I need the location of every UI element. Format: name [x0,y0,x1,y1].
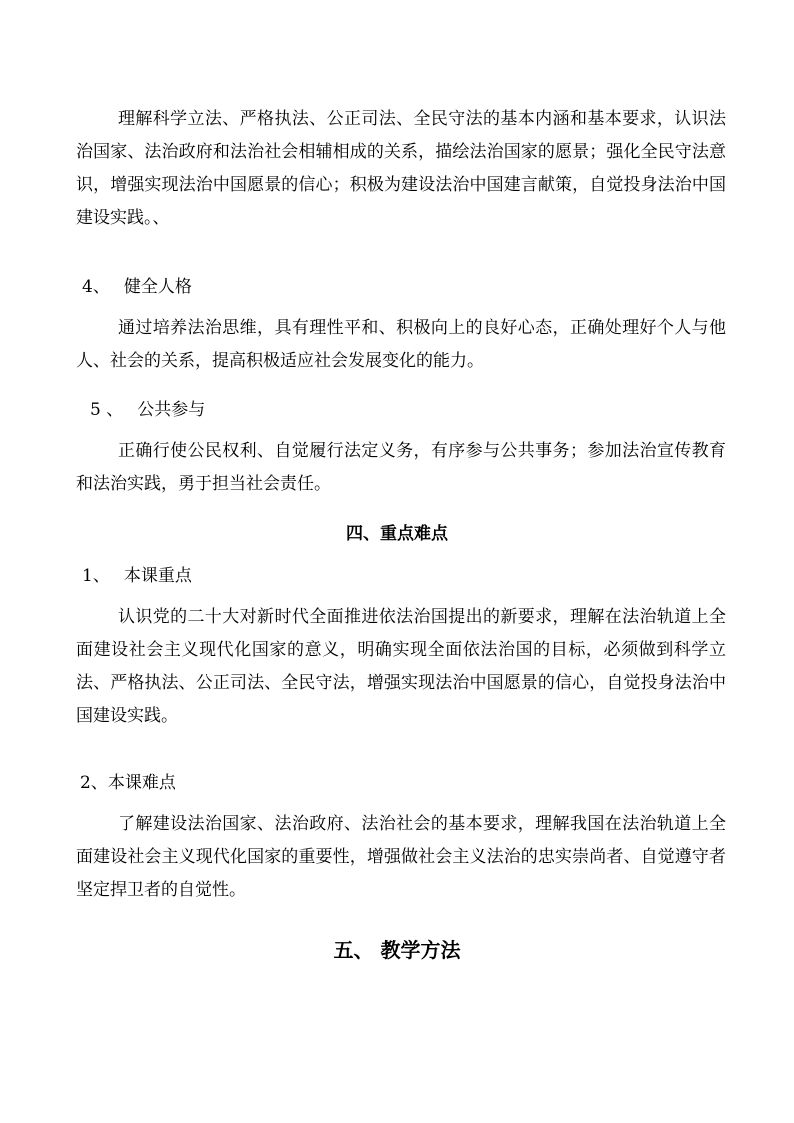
paragraph-key-point: 认识党的二十大对新时代全面推进依法治国提出的新要求，理解在法治轨道上全面建设社会主义现代化国家的意义，明确实现全面依法治国的目标，必须做到科学立法、严格执法、公正司法、全民守法，增强实现法治中国愿景的信心，自觉投身法治中国建设实践。 [76,607,726,726]
list-item-label: 健全人格 [123,277,192,297]
list-item-public-participation [90,398,205,422]
list-item-number: 5 、 [90,400,124,420]
section-heading-key-points: 四、重点难点 [346,524,448,544]
list-item-label: 2、本课难点 [80,773,176,793]
list-item-healthy-personality [82,275,192,299]
section-heading-teaching-methods: 五、 教学方法 [333,938,461,962]
paragraph-difficulty: 了解建设法治国家、法治政府、法治社会的基本要求，理解我国在法治轨道上全面建设社会主义现代化国家的重要性，增强做社会主义法治的忠实崇尚者、自觉遵守者坚定捍卫者的自觉性。 [76,814,726,900]
list-item-label: 公共参与 [137,400,206,420]
list-item-key-point [82,564,192,588]
list-item-label: 本课重点 [123,566,192,586]
list-item-number: 1、 [82,566,110,586]
list-item-difficulty [80,771,176,795]
paragraph-personality: 通过培养法治思维，具有理性平和、积极向上的良好心态，正确处理好个人与他人、社会的关系，提高积极适应社会发展变化的能力。 [76,318,726,371]
paragraph-objectives-law: 理解科学立法、严格执法、公正司法、全民守法的基本内涵和基本要求，认识法治国家、法治政府和法治社会相辅相成的关系，描绘法治国家的愿景；强化全民守法意识，增强实现法治中国愿景的信心；积极为建设法治中国建言献策，自觉投身法治中国建设实践。、 [76,109,726,228]
paragraph-participation: 正确行使公民权利、自觉履行法定义务，有序参与公共事务；参加法治宣传教育和法治实践，勇于担当社会责任。 [76,441,726,494]
list-item-number: 4、 [82,277,110,297]
